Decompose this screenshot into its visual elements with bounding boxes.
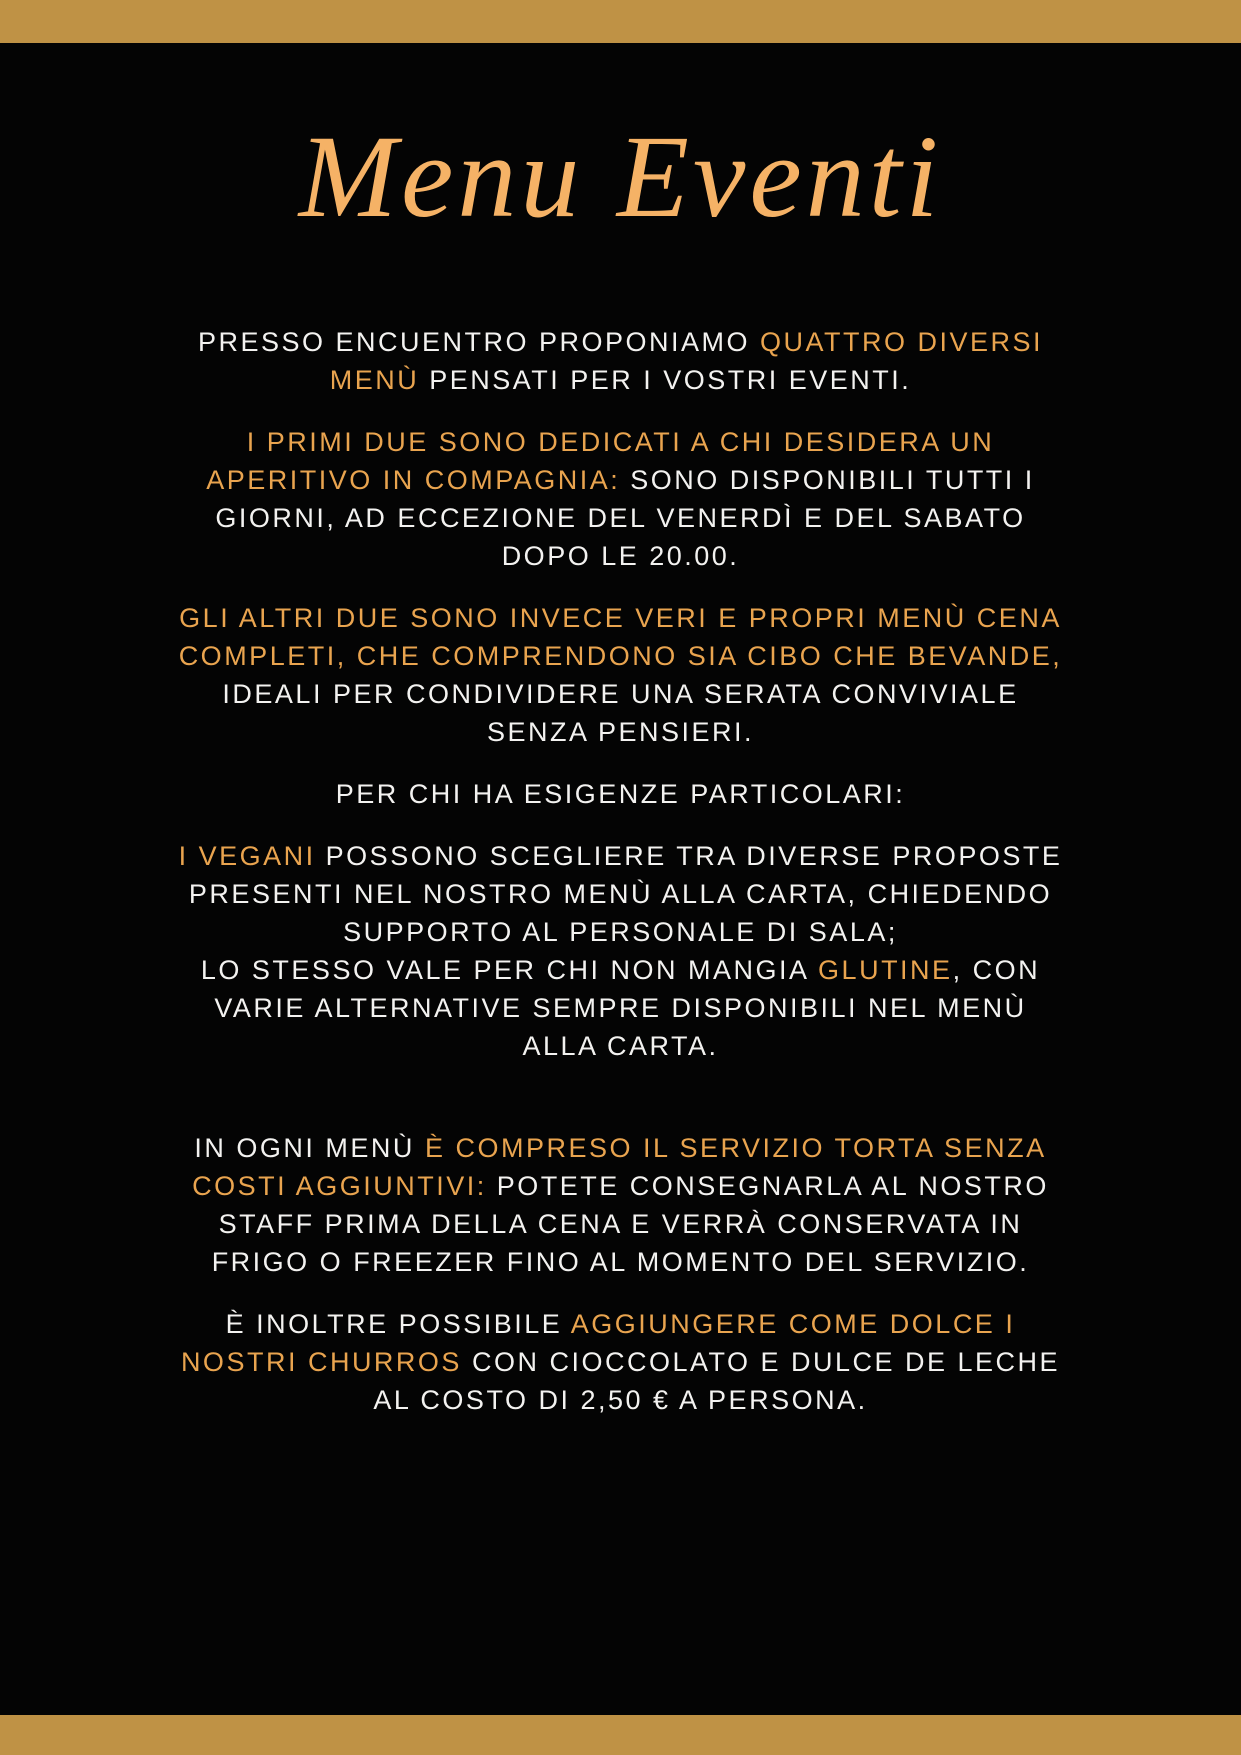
text-line (91, 989, 1151, 1027)
paragraph-intro (91, 323, 1151, 399)
text-run-gold: I VEGANI (178, 840, 316, 871)
text-run-gold: È COMPRESO IL SERVIZIO TORTA SENZA (424, 1132, 1047, 1163)
text-run-white: CON CIOCCOLATO E DULCE DE LECHE (461, 1346, 1061, 1377)
menu-content (0, 43, 1241, 1715)
text-run-white: È INOLTRE POSSIBILE (225, 1308, 571, 1339)
text-run-gold: COSTI AGGIUNTIVI: (192, 1170, 487, 1201)
text-run-gold: QUATTRO DIVERSI (760, 326, 1044, 357)
text-line (91, 837, 1151, 875)
text-run-white: AL COSTO DI 2,50 € A PERSONA. (373, 1384, 868, 1415)
text-line (91, 1243, 1151, 1281)
text-run-white: STAFF PRIMA DELLA CENA E VERRÀ CONSERVATA IN (218, 1208, 1023, 1239)
text-run-white: PENSATI PER I VOSTRI EVENTI. (419, 364, 912, 395)
menu-title: Menu Eventi (298, 111, 943, 242)
text-run-white: IN OGNI MENÙ (194, 1132, 425, 1163)
paragraph-menu-cena (91, 599, 1151, 751)
paragraph-aperitivo (91, 423, 1151, 575)
text-run-gold: GLI ALTRI DUE SONO INVECE VERI E PROPRI MENÙ CENA (179, 602, 1062, 633)
text-run-white: DOPO LE 20.00. (501, 540, 740, 571)
text-line (91, 499, 1151, 537)
text-run-white: LO STESSO VALE PER CHI NON MANGIA (200, 954, 819, 985)
text-run-white: IDEALI PER CONDIVIDERE UNA SERATA CONVIVIALE (222, 678, 1019, 709)
text-line (91, 461, 1151, 499)
text-line (91, 637, 1151, 675)
menu-body (91, 323, 1151, 1419)
text-run-gold: MENÙ (329, 364, 420, 395)
text-line (91, 423, 1151, 461)
text-line (91, 323, 1151, 361)
text-run-white: , CON (952, 954, 1041, 985)
text-run-white: POSSONO SCEGLIERE TRA DIVERSE PROPOSTE (315, 840, 1063, 871)
text-line (91, 913, 1151, 951)
paragraph-churros (91, 1305, 1151, 1419)
text-line (91, 1205, 1151, 1243)
text-line (91, 1343, 1151, 1381)
text-line (91, 537, 1151, 575)
text-run-white: PER CHI HA ESIGENZE PARTICOLARI: (335, 778, 906, 809)
text-line (91, 1381, 1151, 1419)
text-run-white: GIORNI, AD ECCEZIONE DEL VENERDÌ E DEL SABATO (215, 502, 1026, 533)
paragraph-esigenze-heading (91, 775, 1151, 813)
text-line (91, 713, 1151, 751)
text-line (91, 1167, 1151, 1205)
text-run-white: VARIE ALTERNATIVE SEMPRE DISPONIBILI NEL MENÙ (214, 992, 1027, 1023)
paragraph-vegani-glutine (91, 837, 1151, 1065)
text-line (91, 951, 1151, 989)
text-run-gold: COMPLETI, CHE COMPRENDONO SIA CIBO CHE BEVANDE, (178, 640, 1063, 671)
text-run-gold: GLUTINE (818, 954, 953, 985)
text-run-gold: APERITIVO IN COMPAGNIA: (206, 464, 621, 495)
bottom-gold-bar (0, 1715, 1241, 1755)
text-line (91, 361, 1151, 399)
top-gold-bar (0, 0, 1241, 43)
text-run-gold: NOSTRI CHURROS (180, 1346, 462, 1377)
text-line (91, 1027, 1151, 1065)
text-run-gold: I PRIMI DUE SONO DEDICATI A CHI DESIDERA UN (246, 426, 995, 457)
text-line (91, 1129, 1151, 1167)
text-run-white: SONO DISPONIBILI TUTTI I (620, 464, 1035, 495)
text-run-white: PRESSO ENCUENTRO PROPONIAMO (197, 326, 761, 357)
text-run-white: FRIGO O FREEZER FINO AL MOMENTO DEL SERVIZIO. (211, 1246, 1030, 1277)
text-run-white: ALLA CARTA. (522, 1030, 719, 1061)
text-run-gold: AGGIUNGERE COME DOLCE I (570, 1308, 1016, 1339)
text-run-white: SUPPORTO AL PERSONALE DI SALA; (343, 916, 898, 947)
text-line (91, 599, 1151, 637)
text-line (91, 775, 1151, 813)
text-line (91, 875, 1151, 913)
text-run-white: PRESENTI NEL NOSTRO MENÙ ALLA CARTA, CHIEDENDO (188, 878, 1053, 909)
text-run-white: POTETE CONSEGNARLA AL NOSTRO (486, 1170, 1049, 1201)
text-line (91, 1305, 1151, 1343)
text-run-white: SENZA PENSIERI. (486, 716, 755, 747)
text-line (91, 675, 1151, 713)
paragraph-servizio-torta (91, 1129, 1151, 1281)
